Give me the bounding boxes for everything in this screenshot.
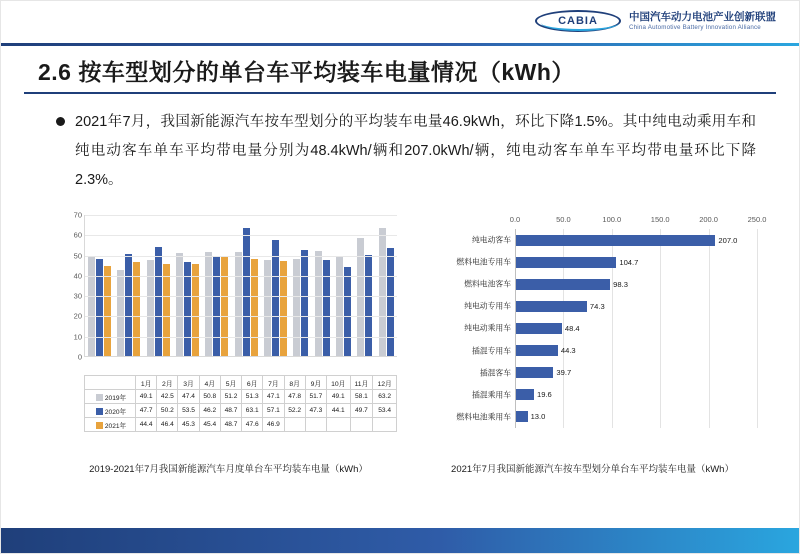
table-cell: 53.5 bbox=[178, 404, 199, 418]
vehicle-type-categories bbox=[420, 229, 515, 428]
monthly-chart-bar bbox=[235, 252, 242, 356]
gridline bbox=[85, 215, 397, 216]
vehicle-type-caption: 2021年7月我国新能源汽车按车型划分单台车平均装车电量（kWh） bbox=[451, 464, 734, 475]
vehicle-type-value-label: 207.0 bbox=[718, 235, 738, 245]
monthly-chart-ytick: 0 bbox=[77, 352, 82, 362]
org-name-en: China Automotive Battery Innovation Alliance bbox=[629, 23, 761, 31]
monthly-chart-ytick: 40 bbox=[73, 271, 82, 281]
table-corner bbox=[85, 376, 136, 390]
org-name bbox=[629, 11, 776, 32]
gridline bbox=[85, 235, 397, 236]
vehicle-type-xtick: 250.0 bbox=[747, 215, 767, 224]
header-rule bbox=[0, 43, 800, 46]
legend-swatch-icon bbox=[96, 422, 103, 429]
table-cell: 48.7 bbox=[220, 418, 241, 432]
table-col-header: 2月 bbox=[157, 376, 178, 390]
monthly-chart-bar bbox=[125, 254, 132, 356]
table-legend-cell: 2019年 bbox=[85, 390, 136, 404]
monthly-chart-bar bbox=[88, 256, 95, 356]
vehicle-type-chart bbox=[420, 215, 767, 475]
vehicle-type-category-label: 燃料电池客车 bbox=[464, 279, 511, 289]
table-col-header: 5月 bbox=[220, 376, 241, 390]
table-cell: 63.1 bbox=[242, 404, 263, 418]
monthly-chart-bar bbox=[213, 257, 220, 356]
table-cell bbox=[350, 418, 373, 432]
table-col-header: 8月 bbox=[284, 376, 305, 390]
table-cell: 52.2 bbox=[284, 404, 305, 418]
vehicle-type-category-row bbox=[420, 384, 511, 406]
table-cell: 50.8 bbox=[199, 390, 220, 404]
table-cell: 49.1 bbox=[136, 390, 157, 404]
table-col-header: 11月 bbox=[350, 376, 373, 390]
monthly-chart-bar bbox=[301, 250, 308, 356]
vehicle-type-category-row bbox=[420, 251, 511, 273]
monthly-chart-ytick: 30 bbox=[73, 291, 82, 301]
vehicle-type-xtick: 0.0 bbox=[509, 215, 521, 224]
table-cell: 50.2 bbox=[157, 404, 178, 418]
monthly-chart-bar bbox=[205, 252, 212, 356]
gridline bbox=[757, 229, 758, 428]
table-row bbox=[85, 390, 397, 404]
vehicle-type-category-row bbox=[420, 273, 511, 295]
table-cell: 51.3 bbox=[242, 390, 263, 404]
monthly-chart-bar bbox=[387, 248, 394, 356]
title-underline bbox=[24, 92, 776, 94]
vehicle-type-value-label: 104.7 bbox=[619, 257, 639, 267]
vehicle-type-plot bbox=[420, 215, 765, 430]
monthly-chart-ytick: 20 bbox=[73, 311, 82, 321]
table-cell: 45.4 bbox=[199, 418, 220, 432]
bullet-text: 2021年7月，我国新能源汽车按车型划分的平均装车电量46.9kWh，环比下降1.5%。其中纯电动乘用车和纯电动客车单车平均带电量分别为48.4kWh/辆和207.0kWh/辆，纯电动客车单车平均带电量环比下降2.3%。 bbox=[75, 114, 756, 188]
monthly-chart-bar bbox=[96, 259, 103, 356]
table-col-header: 6月 bbox=[242, 376, 263, 390]
monthly-chart-bar bbox=[365, 255, 372, 356]
vehicle-type-value-label: 44.3 bbox=[560, 346, 576, 356]
vehicle-type-category-label: 纯电动乘用车 bbox=[464, 323, 511, 333]
vehicle-type-value-label: 48.4 bbox=[564, 323, 580, 333]
gridline bbox=[85, 337, 397, 338]
monthly-chart-bar bbox=[315, 251, 322, 356]
table-col-header: 3月 bbox=[178, 376, 199, 390]
table-col-header: 4月 bbox=[199, 376, 220, 390]
table-row bbox=[85, 418, 397, 432]
monthly-chart-bar bbox=[251, 259, 258, 356]
table-cell: 47.6 bbox=[242, 418, 263, 432]
monthly-chart-bar bbox=[293, 259, 300, 356]
vehicle-type-xtick: 100.0 bbox=[602, 215, 622, 224]
gridline bbox=[85, 256, 397, 257]
table-cell: 57.1 bbox=[263, 404, 284, 418]
table-row bbox=[85, 404, 397, 418]
table-cell: 47.1 bbox=[263, 390, 284, 404]
legend-swatch-icon bbox=[96, 408, 103, 415]
vehicle-type-value-label: 13.0 bbox=[530, 412, 546, 422]
monthly-chart-bar bbox=[104, 266, 111, 356]
org-name-cn: 中国汽车动力电池产业创新联盟 bbox=[629, 10, 776, 23]
monthly-average-chart bbox=[56, 210, 401, 475]
vehicle-type-category-row bbox=[420, 340, 511, 362]
monthly-chart-bar bbox=[336, 256, 343, 356]
vehicle-type-category-label: 插混客车 bbox=[479, 368, 511, 378]
table-col-header: 9月 bbox=[305, 376, 326, 390]
table-cell: 58.1 bbox=[350, 390, 373, 404]
table-cell: 44.4 bbox=[136, 418, 157, 432]
brand-logo bbox=[535, 8, 776, 34]
table-col-header: 10月 bbox=[326, 376, 350, 390]
legend-swatch-icon bbox=[96, 394, 103, 401]
vehicle-type-category-row bbox=[420, 295, 511, 317]
table-cell: 45.3 bbox=[178, 418, 199, 432]
vehicle-type-value-label: 98.3 bbox=[613, 279, 628, 289]
vehicle-type-axisline bbox=[515, 229, 757, 428]
vehicle-type-category-label: 燃料电池乘用车 bbox=[456, 412, 511, 422]
table-cell: 49.7 bbox=[350, 404, 373, 418]
table-cell: 46.2 bbox=[199, 404, 220, 418]
table-cell: 47.7 bbox=[136, 404, 157, 418]
table-cell: 44.1 bbox=[326, 404, 350, 418]
vehicle-type-value-label: 19.6 bbox=[536, 390, 552, 400]
table-col-header: 12月 bbox=[373, 376, 397, 390]
monthly-chart-bar bbox=[323, 260, 330, 356]
table-legend-cell: 2020年 bbox=[85, 404, 136, 418]
table-cell: 47.8 bbox=[284, 390, 305, 404]
monthly-chart-bar bbox=[176, 253, 183, 356]
table-cell: 49.1 bbox=[326, 390, 350, 404]
page-title: 2.6 按车型划分的单台车平均装车电量情况（kWh） bbox=[38, 59, 575, 85]
vehicle-type-xtick: 200.0 bbox=[699, 215, 718, 224]
table-cell bbox=[284, 418, 305, 432]
table-cell: 42.5 bbox=[157, 390, 178, 404]
vehicle-type-value-label: 39.7 bbox=[556, 368, 572, 378]
monthly-chart-bar bbox=[192, 264, 199, 356]
monthly-chart-ytick: 60 bbox=[73, 230, 82, 240]
monthly-chart-yaxis bbox=[56, 210, 84, 373]
vehicle-type-category-row bbox=[420, 406, 511, 428]
vehicle-type-xtick: 50.0 bbox=[556, 215, 571, 224]
table-cell: 51.7 bbox=[305, 390, 326, 404]
table-legend-cell: 2021年 bbox=[85, 418, 136, 432]
monthly-chart-bar bbox=[264, 260, 271, 356]
gridline bbox=[85, 276, 397, 277]
vehicle-type-category-label: 插混专用车 bbox=[472, 346, 511, 356]
table-cell bbox=[373, 418, 397, 432]
title-zone bbox=[0, 50, 800, 98]
table-cell bbox=[326, 418, 350, 432]
vehicle-type-value-label: 74.3 bbox=[589, 301, 605, 311]
table-cell: 53.4 bbox=[373, 404, 397, 418]
charts-area bbox=[0, 210, 800, 475]
bullet-block bbox=[56, 108, 756, 195]
monthly-chart-bar bbox=[117, 270, 124, 356]
monthly-chart-plot bbox=[56, 210, 401, 373]
table-cell bbox=[305, 418, 326, 432]
logo-wordmark: CABIA bbox=[558, 15, 598, 27]
monthly-chart-bar bbox=[344, 267, 351, 356]
gridline bbox=[85, 296, 397, 297]
vehicle-type-category-row bbox=[420, 229, 511, 251]
vehicle-type-category-label: 纯电动专用车 bbox=[464, 301, 511, 311]
cabia-logo-icon bbox=[535, 8, 621, 34]
gridline bbox=[85, 316, 397, 317]
monthly-chart-bar bbox=[147, 260, 154, 356]
table-col-header: 7月 bbox=[263, 376, 284, 390]
table-cell: 47.4 bbox=[178, 390, 199, 404]
bullet-dot-icon bbox=[56, 117, 65, 126]
monthly-chart-caption: 2019-2021年7月我国新能源汽车月度单台车平均装车电量（kWh） bbox=[89, 464, 368, 475]
vehicle-type-category-label: 插混乘用车 bbox=[472, 390, 511, 400]
table-cell: 46.9 bbox=[263, 418, 284, 432]
monthly-chart-bar bbox=[272, 240, 279, 356]
monthly-chart-grid bbox=[84, 215, 397, 357]
vehicle-type-xaxis bbox=[509, 215, 767, 227]
table-cell: 48.7 bbox=[220, 404, 241, 418]
vehicle-type-category-row bbox=[420, 362, 511, 384]
monthly-chart-bar bbox=[155, 247, 162, 356]
vehicle-type-category-row bbox=[420, 317, 511, 339]
slide-header bbox=[0, 0, 800, 44]
vehicle-type-category-label: 燃料电池专用车 bbox=[456, 257, 511, 267]
monthly-chart-ytick: 50 bbox=[73, 251, 82, 261]
footer-bar bbox=[0, 528, 800, 554]
table-cell: 63.2 bbox=[373, 390, 397, 404]
table-cell: 46.4 bbox=[157, 418, 178, 432]
monthly-chart-bar bbox=[221, 257, 228, 356]
monthly-chart-ytick: 10 bbox=[73, 332, 82, 342]
table-cell: 47.3 bbox=[305, 404, 326, 418]
monthly-chart-ytick: 70 bbox=[73, 210, 82, 220]
monthly-chart-table bbox=[84, 375, 397, 432]
table-cell: 51.2 bbox=[220, 390, 241, 404]
vehicle-type-category-label: 纯电动客车 bbox=[472, 235, 511, 245]
vehicle-type-xtick: 150.0 bbox=[650, 215, 670, 224]
monthly-chart-bar bbox=[163, 264, 170, 356]
table-col-header: 1月 bbox=[136, 376, 157, 390]
